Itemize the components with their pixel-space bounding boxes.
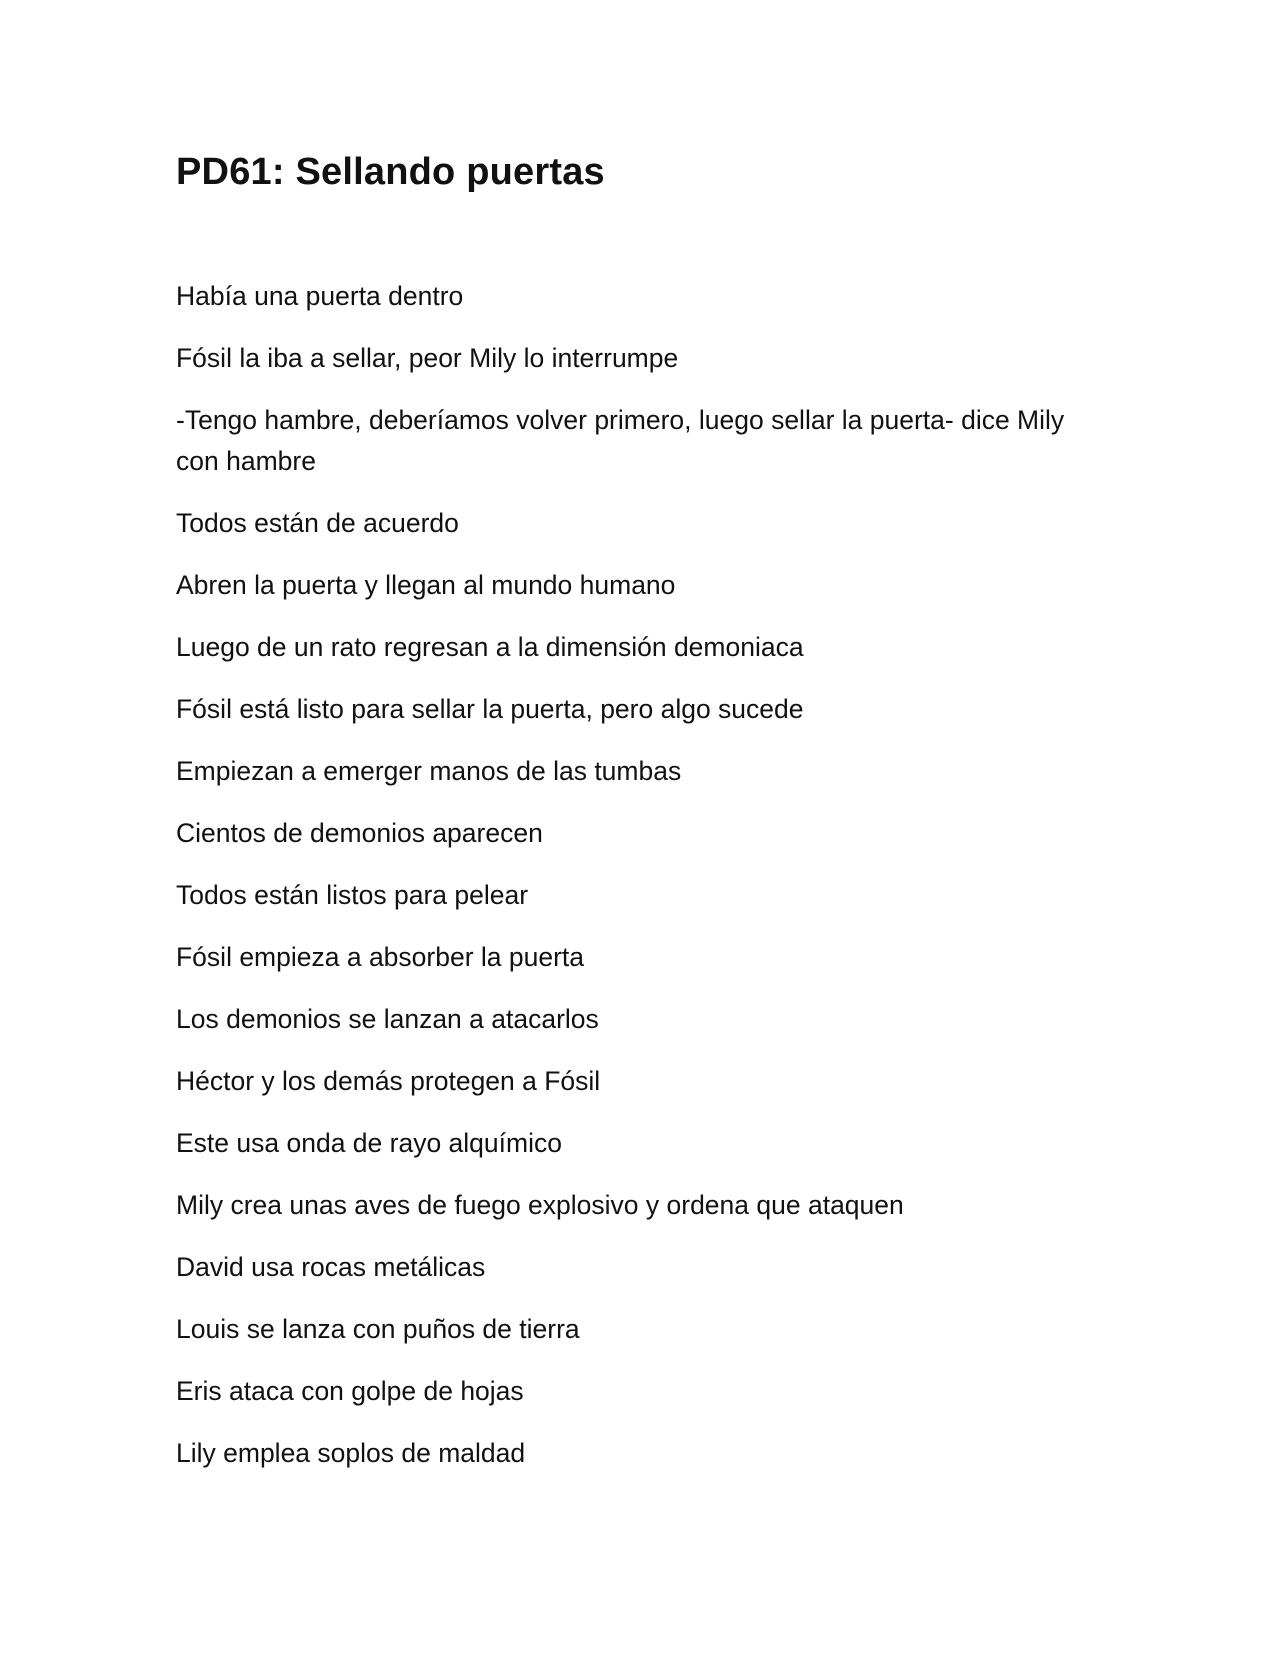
- paragraph: Cientos de demonios aparecen: [176, 818, 543, 848]
- paragraph: Luego de un rato regresan a la dimensión demoniaca: [176, 632, 804, 662]
- paragraph: Había una puerta dentro: [176, 281, 464, 311]
- paragraph: Mily crea unas aves de fuego explosivo y ordena que ataquen: [176, 1190, 904, 1220]
- paragraph: Eris ataca con golpe de hojas: [176, 1376, 524, 1406]
- paragraph: Louis se lanza con puños de tierra: [176, 1314, 580, 1344]
- paragraph: Fósil empieza a absorber la puerta: [176, 942, 585, 972]
- paragraph: Todos están de acuerdo: [176, 508, 459, 538]
- paragraph: Empiezan a emerger manos de las tumbas: [176, 756, 682, 786]
- paragraph: Héctor y los demás protegen a Fósil: [176, 1066, 601, 1096]
- document-title: PD61: Sellando puertas: [176, 151, 605, 193]
- paragraph: Todos están listos para pelear: [176, 880, 529, 910]
- paragraph: -Tengo hambre, deberíamos volver primero, luego sellar la puerta- dice Mily con hambre: [176, 405, 1065, 476]
- paragraph: David usa rocas metálicas: [176, 1252, 486, 1282]
- paragraph: Abren la puerta y llegan al mundo humano: [176, 570, 676, 600]
- paragraph: Los demonios se lanzan a atacarlos: [176, 1004, 599, 1034]
- paragraph: Este usa onda de rayo alquímico: [176, 1128, 562, 1158]
- document-body: [176, 148, 1096, 1495]
- paragraph: Fósil está listo para sellar la puerta, pero algo sucede: [176, 694, 804, 724]
- paragraph: Fósil la iba a sellar, peor Mily lo interrumpe: [176, 343, 679, 373]
- paragraph: Lily emplea soplos de maldad: [176, 1438, 526, 1468]
- paragraph-list: [176, 276, 1096, 1474]
